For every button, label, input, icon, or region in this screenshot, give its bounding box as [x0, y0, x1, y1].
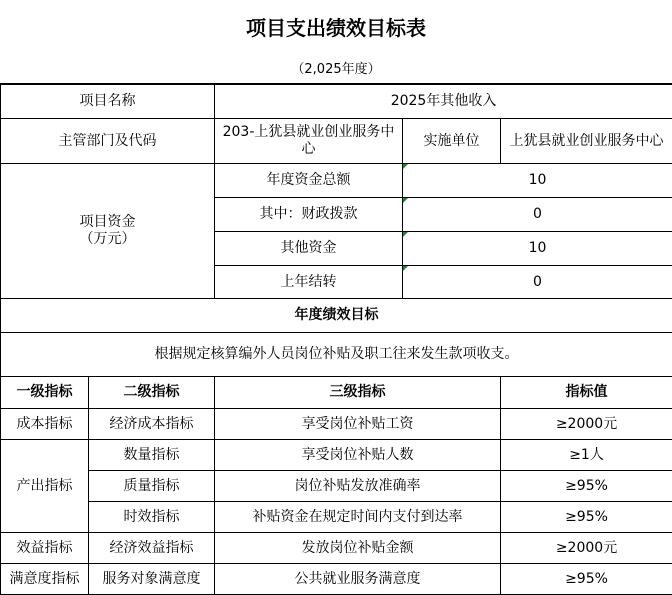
- annual-goal-heading: 年度绩效目标: [1, 299, 672, 333]
- funds-row-label: 其中：财政拨款: [215, 198, 403, 232]
- benefit-level2: 经济效益指标: [89, 533, 215, 564]
- output-level2: 时效指标: [89, 502, 215, 533]
- funds-label-text: 项目资金: [3, 214, 212, 231]
- satisfaction-level2: 服务对象满意度: [89, 564, 215, 595]
- funds-label: [1, 164, 215, 299]
- dept-value: 203-上犹县就业创业服务中心: [215, 119, 403, 164]
- funds-row-value: 10: [403, 232, 672, 266]
- funds-row-label: 年度资金总额: [215, 164, 403, 198]
- satisfaction-value: ≥95%: [501, 564, 672, 595]
- impl-label: 实施单位: [403, 119, 501, 164]
- funds-row-value: 10: [403, 164, 672, 198]
- annual-goal-text: 根据规定核算编外人员岗位补贴及职工往来发生款项收支。: [1, 333, 672, 377]
- output-level2: 质量指标: [89, 471, 215, 502]
- year-label: （2,025年度）: [0, 52, 672, 84]
- cost-level1: 成本指标: [1, 409, 89, 440]
- output-value: ≥95%: [501, 471, 672, 502]
- funds-row-value: 0: [403, 198, 672, 232]
- impl-value: 上犹县就业创业服务中心: [501, 119, 672, 164]
- performance-table: [0, 84, 672, 595]
- header-value: 指标值: [501, 377, 672, 409]
- project-name-value: 2025年其他收入: [215, 85, 672, 119]
- cost-level3: 享受岗位补贴工资: [215, 409, 501, 440]
- benefit-level3: 发放岗位补贴金额: [215, 533, 501, 564]
- dept-label: 主管部门及代码: [1, 119, 215, 164]
- table-title: 项目支出绩效目标表: [0, 0, 672, 52]
- output-value: ≥95%: [501, 502, 672, 533]
- output-level2: 数量指标: [89, 440, 215, 471]
- funds-row-label: 上年结转: [215, 266, 403, 299]
- funds-unit: （万元）: [3, 231, 212, 248]
- benefit-value: ≥2000元: [501, 533, 672, 564]
- benefit-level1: 效益指标: [1, 533, 89, 564]
- output-level3: 补贴资金在规定时间内支付到达率: [215, 502, 501, 533]
- header-level1: 一级指标: [1, 377, 89, 409]
- output-level3: 享受岗位补贴人数: [215, 440, 501, 471]
- funds-row-value: 0: [403, 266, 672, 299]
- output-value: ≥1人: [501, 440, 672, 471]
- project-name-label: 项目名称: [1, 85, 215, 119]
- satisfaction-level1: 满意度指标: [1, 564, 89, 595]
- header-level2: 二级指标: [89, 377, 215, 409]
- output-level1: 产出指标: [1, 440, 89, 533]
- header-level3: 三级指标: [215, 377, 501, 409]
- cost-level2: 经济成本指标: [89, 409, 215, 440]
- cost-value: ≥2000元: [501, 409, 672, 440]
- funds-row-label: 其他资金: [215, 232, 403, 266]
- output-level3: 岗位补贴发放准确率: [215, 471, 501, 502]
- satisfaction-level3: 公共就业服务满意度: [215, 564, 501, 595]
